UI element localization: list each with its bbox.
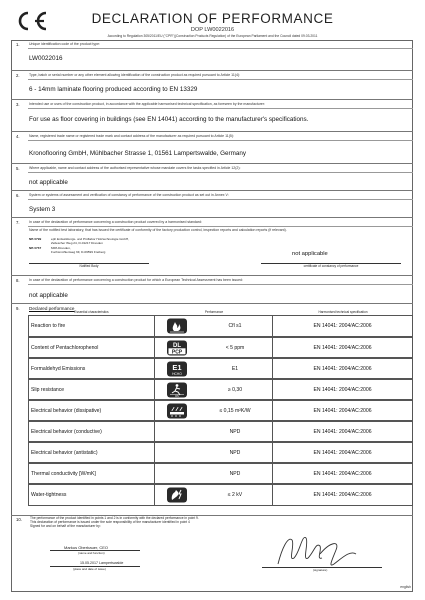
pictogram-cell	[155, 358, 198, 379]
column-header-spec: Harmonised technical specification	[318, 310, 368, 314]
table-row	[28, 315, 413, 337]
characteristic-cell: Reaction to fire	[28, 315, 155, 337]
section-number: 9.	[16, 306, 20, 311]
section-value: For use as floor covering in buildings (see EN 14041) according to the manufacturer's specifications.	[29, 116, 309, 123]
performance-cell: NPD	[198, 421, 273, 442]
regulation-reference: According to Regulation 305/2011/EU ("CPR")(Construction Products Regulation) of the European Parliament and the Council dated 09.03.2011	[107, 34, 318, 38]
name-caption: (name and function)	[78, 551, 105, 555]
pictogram-cell	[155, 379, 198, 400]
spec-cell: EN 14041: 2004/AC:2006	[273, 463, 413, 484]
issue-date: 15.05.2017 Lampertswalde	[80, 561, 124, 565]
spec-cell: EN 14041: 2004/AC:2006	[273, 421, 413, 442]
language-label: english	[400, 585, 411, 589]
signatory-name: Markus Oberbauer, CEO	[64, 545, 109, 550]
divider	[28, 140, 413, 141]
address-line: eph Entwicklungs- und Prüflabor Holztechnologie GmbH,	[51, 237, 130, 241]
signed-on-behalf-statement: Signed for and on behalf of the manufacturer by:	[30, 523, 101, 528]
section-6	[11, 191, 413, 218]
conformity-statement: The performance of the product identified in points 1 and 2 is in conformity with the declared performance in point 9.	[30, 516, 199, 520]
divider	[28, 226, 413, 227]
notified-lab-description: Name of the notified test laboratory, that has issued the certificate of conformity of the factory production control, inspection reports and calculation reports (if relevant).	[29, 228, 287, 232]
address-line: Zellescher Weg 24, D-01217 Dresden	[51, 240, 103, 245]
certificate-value: not applicable	[292, 251, 328, 257]
pictogram-cell	[155, 463, 198, 484]
spec-cell: EN 14041: 2004/AC:2006	[273, 484, 413, 506]
divider	[28, 48, 413, 49]
section-number: 5.	[16, 166, 20, 171]
section-description: Type, batch or serial number or any other element allowing identification of the construction product as required pursuant to Article 11(4):	[29, 73, 241, 77]
dop-number: DOP LW0022016	[190, 27, 235, 33]
pictogram-label: E1	[171, 362, 182, 372]
pictogram-cell	[155, 442, 198, 463]
performance-cell: ≤ 0,15 m²K/W	[198, 400, 273, 421]
section-description: System or systems of assessment and verification of constancy of performance of the construction product as set out in Annex V:	[29, 193, 229, 197]
section-8	[11, 276, 413, 304]
section-number: 7.	[16, 220, 20, 225]
notified-body-row	[29, 247, 189, 255]
section-description: Name, registered trade name or registered trade mark and contact address of the manufacturer as required pursuant to Article 11(5):	[29, 134, 234, 138]
performance-cell: ≥ 0,30	[198, 379, 273, 400]
fire-pictogram-icon	[166, 318, 188, 334]
address-line: Fuchsmühlenweg 6F, D-09599 Freiberg	[51, 249, 106, 254]
section-10-text	[30, 517, 360, 529]
table-row	[28, 400, 413, 421]
spec-cell: EN 14041: 2004/AC:2006	[273, 379, 413, 400]
column-header-performance: Performance	[204, 310, 224, 314]
section-value: LW0022016	[29, 55, 63, 62]
spec-cell: EN 14041: 2004/AC:2006	[273, 337, 413, 358]
divider	[28, 108, 413, 109]
document-title: DECLARATION OF PERFORMANCE	[91, 11, 334, 26]
divider	[28, 284, 413, 285]
characteristic-cell: Electrical behavior (conductive)	[28, 421, 155, 442]
characteristic-cell: Content of Pentachlorophenol	[28, 337, 155, 358]
section-number: 1.	[16, 42, 20, 47]
section-number: 2.	[16, 73, 20, 78]
performance-cell: Cfl s1	[198, 315, 273, 337]
section-5	[11, 164, 413, 191]
section-4	[11, 132, 413, 164]
pictogram-cell	[155, 400, 198, 421]
section-number: 4.	[16, 134, 20, 139]
divider	[28, 199, 413, 200]
pictogram-cell	[155, 337, 198, 358]
spec-cell: EN 14041: 2004/AC:2006	[273, 358, 413, 379]
pictogram-cell	[155, 421, 198, 442]
e1-hcho-pictogram-icon	[166, 361, 188, 377]
section-value: not applicable	[29, 179, 68, 186]
section-description: Where applicable, name and contact address of the authorised representative whose mandate covers the tasks specified in Article 12(2):	[29, 166, 241, 170]
table-row	[28, 442, 413, 463]
divider	[28, 172, 413, 173]
section-value: 6 - 14mm laminate flooring produced according to EN 13329	[29, 86, 198, 93]
handwritten-signature	[270, 528, 370, 572]
dl-pcp-pictogram-icon	[166, 340, 188, 356]
date-caption: (place and date of issue)	[73, 567, 106, 571]
table-row	[28, 358, 413, 379]
section-number: 3.	[16, 102, 20, 107]
section-value: System 3	[29, 206, 56, 213]
pictogram-cell	[155, 484, 198, 506]
pictogram-label: PCP	[171, 348, 182, 355]
section-7	[11, 218, 413, 276]
notified-body-row	[29, 238, 189, 246]
characteristic-cell: Thermal conductivity [W/mK]	[28, 463, 155, 484]
characteristic-cell: Electrical behavior (antistatic)	[28, 442, 155, 463]
performance-cell: E1	[198, 358, 273, 379]
performance-cell: NPD	[198, 463, 273, 484]
slip-resistance-pictogram-icon	[166, 382, 188, 398]
signature-caption: (signature)	[313, 568, 328, 572]
thermal-resistance-pictogram-icon	[166, 403, 188, 419]
section-description: Unique identification code of the product type:	[29, 42, 101, 46]
certificate-caption: certificate of constancy of performance	[303, 264, 359, 268]
electrostatic-pictogram-icon	[166, 487, 188, 503]
notified-body-code: NB 0799	[29, 237, 42, 241]
performance-cell: < 5 ppm	[198, 337, 273, 358]
section-description: Intended use or uses of the construction product, in accordance with the applicable harmonised technical specification, as foreseen by the manufacturer:	[29, 102, 265, 106]
section-value: Kronoflooring GmbH, Mühlbacher Strasse 1, 01561 Lampertswalde, Germany	[29, 150, 246, 157]
divider	[28, 79, 413, 80]
table-row	[28, 421, 413, 442]
pictogram-label: HCHO	[171, 371, 182, 376]
section-3	[11, 100, 413, 132]
notified-body-address	[51, 247, 171, 254]
pictogram-label: DL	[172, 342, 181, 349]
section-description: In case of the declaration of performance concerning a construction product for which a European Technical Assessment has been issued:	[29, 278, 243, 282]
section-value: not applicable	[29, 292, 68, 299]
notified-body-code: NB 0767	[29, 246, 42, 250]
declared-performance-title: Declared performance	[29, 306, 75, 311]
section-2	[11, 71, 413, 100]
characteristic-cell: Formaldehyd Emissions	[28, 358, 155, 379]
characteristic-cell: Slip resistance	[28, 379, 155, 400]
spec-cell: EN 14041: 2004/AC:2006	[273, 315, 413, 337]
spec-cell: EN 14041: 2004/AC:2006	[273, 400, 413, 421]
pictogram-cell	[155, 315, 198, 337]
section-number: 10.	[16, 517, 22, 522]
spec-cell: EN 14041: 2004/AC:2006	[273, 442, 413, 463]
section-1	[11, 40, 413, 71]
responsibility-statement: This declaration of performance is issued under the sole responsibility of the manufacturer identified in point 4	[30, 519, 190, 524]
performance-cell: ≤ 2 kV	[198, 484, 273, 506]
table-row	[28, 379, 413, 400]
section-number: 8.	[16, 278, 20, 283]
characteristic-cell: Water-tightness	[28, 484, 155, 506]
pictogram-label: DS	[174, 394, 179, 398]
column-header-characteristics: Essential characteristics	[74, 310, 109, 314]
table-row	[28, 337, 413, 358]
section-number: 6.	[16, 193, 20, 198]
performance-cell: NPD	[198, 442, 273, 463]
table-row	[28, 484, 413, 506]
address-line: MPA Dresden,	[51, 246, 71, 250]
notified-body-caption: Notified Body	[79, 264, 99, 268]
characteristic-cell: Electrical behavior (dissipative)	[28, 400, 155, 421]
section-description: In case of the declaration of performance concerning a construction product covered by a harmonised standard:	[29, 220, 202, 224]
table-row	[28, 463, 413, 484]
notified-body-address	[51, 238, 171, 245]
